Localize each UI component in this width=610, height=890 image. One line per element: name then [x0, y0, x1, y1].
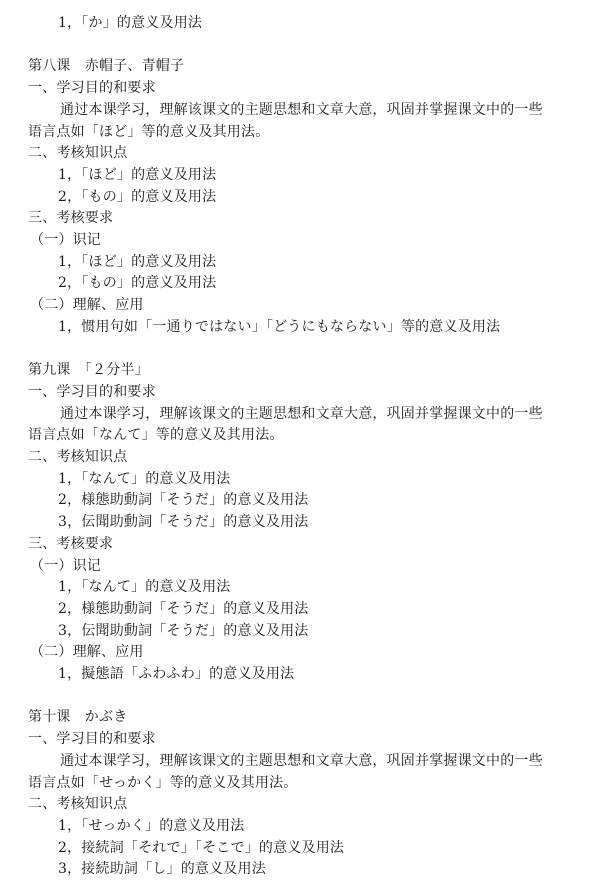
- paragraph-line: 通过本课学习，理解该课文的主题思想和文章大意，巩固并掌握课文中的一些: [60, 752, 543, 769]
- subsection-heading: （二）理解、应用: [30, 297, 144, 314]
- list-item: 3，伝聞助動詞「そうだ」的意义及用法: [58, 622, 309, 639]
- lesson-heading: 第八课 赤帽子、青帽子: [28, 58, 185, 75]
- list-item: 2，様態助動詞「そうだ」的意义及用法: [58, 600, 309, 617]
- list-item: 1，「なんて」的意义及用法: [58, 470, 231, 487]
- paragraph-line: 语言点如「なんて」等的意义及其用法。: [28, 427, 284, 444]
- list-item: 3，接続助詞「し」的意义及用法: [58, 861, 266, 878]
- section-heading: 二、考核知识点: [28, 145, 128, 162]
- list-item: 1，「ほど」的意义及用法: [58, 253, 217, 270]
- paragraph-line: 语言点如「せっかく」等的意义及其用法。: [28, 774, 298, 791]
- list-item: 1，「ほど」的意义及用法: [58, 166, 217, 183]
- list-item: 2，様態助動詞「そうだ」的意义及用法: [58, 492, 309, 509]
- list-item: 3，伝聞助動詞「そうだ」的意义及用法: [58, 514, 309, 531]
- list-item: 1，「なんて」的意义及用法: [58, 579, 231, 596]
- list-item: 1，「せっかく」的意义及用法: [58, 817, 245, 834]
- section-heading: 一、学习目的和要求: [28, 731, 156, 748]
- list-item: 2，「もの」的意义及用法: [58, 188, 217, 205]
- subsection-heading: （一）识记: [30, 557, 101, 574]
- subsection-heading: （一）识记: [30, 232, 101, 248]
- list-item: 1，惯用句如「一通りではない」「どうにもならない」等的意义及用法: [58, 318, 501, 335]
- subsection-heading: （二）理解、应用: [30, 644, 144, 661]
- list-item: 2，接続詞「それで」「そこで」的意义及用法: [58, 839, 345, 856]
- section-heading: 二、考核知识点: [28, 796, 128, 813]
- lesson-heading: 第十课 かぶき: [28, 709, 128, 726]
- section-heading: 三、考核要求: [28, 535, 114, 552]
- paragraph-line: 语言点如「ほど」等的意义及其用法。: [28, 123, 270, 140]
- lesson-heading: 第九课 「２分半」: [28, 362, 149, 379]
- section-heading: 二、考核知识点: [28, 449, 128, 465]
- section-heading: 三、考核要求: [28, 210, 114, 227]
- section-heading: 一、学习目的和要求: [28, 383, 156, 400]
- list-item: 1，「か」的意义及用法: [58, 15, 203, 31]
- paragraph-line: 通过本课学习，理解该课文的主题思想和文章大意，巩固并掌握课文中的一些: [60, 101, 543, 118]
- paragraph-line: 通过本课学习，理解该课文的主题思想和文章大意，巩固并掌握课文中的一些: [60, 405, 543, 422]
- section-heading: 一、学习目的和要求: [28, 80, 156, 97]
- list-item: 2，「もの」的意义及用法: [58, 275, 217, 292]
- list-item: 1，擬態語「ふわふわ」的意义及用法: [58, 666, 295, 682]
